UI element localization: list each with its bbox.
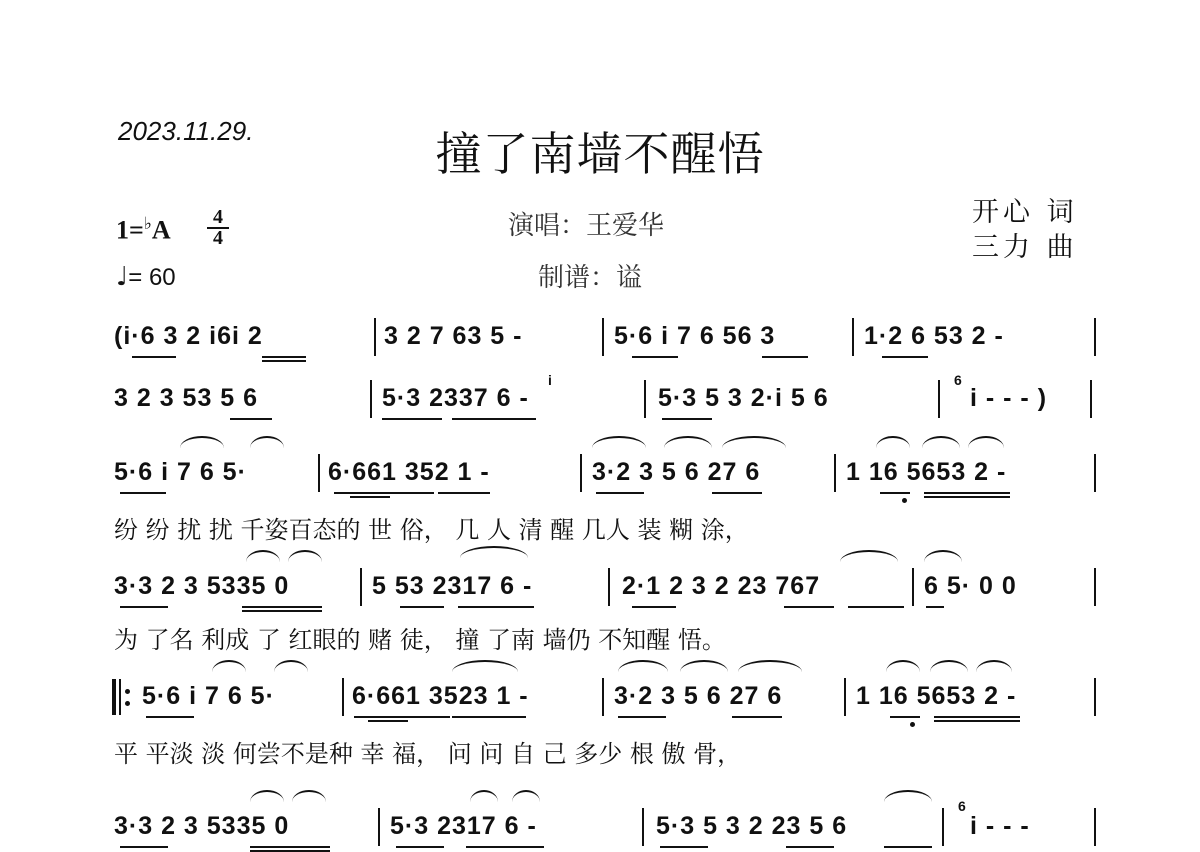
tempo-marking: [116, 262, 176, 292]
slur: [288, 550, 322, 562]
underline: [262, 356, 306, 358]
underline: [438, 492, 490, 494]
lyrics-line: 平 平淡 淡 何尝不是种 幸 福， 问 问 自 己 多少 根 傲 骨，: [114, 740, 742, 768]
staff-row: [112, 798, 1097, 848]
measure: i - - -: [970, 811, 1030, 840]
slur: [722, 436, 786, 448]
slur: [680, 660, 728, 672]
slur: [470, 790, 498, 802]
underline: [132, 356, 176, 358]
measure: 5 53 2317 6 -: [372, 571, 533, 600]
underline: [452, 716, 526, 718]
quarter-note-icon: ♩: [116, 262, 129, 292]
underline: [662, 418, 712, 420]
barline: [370, 380, 372, 418]
octave-dot: [902, 498, 907, 503]
flat-icon: ♭: [143, 214, 152, 233]
measure: 3·3 2 3 5335 0: [114, 811, 290, 840]
grace-note: 6: [954, 372, 962, 388]
slur: [840, 550, 898, 562]
barline: [1094, 454, 1096, 492]
measure: (i·6 3 2 i6i 2: [114, 321, 263, 350]
underline: [396, 846, 444, 848]
underline: [242, 610, 322, 612]
key-note: A: [151, 215, 171, 245]
time-numerator: 4: [207, 208, 229, 229]
slur: [968, 436, 1004, 448]
time-signature: [207, 208, 229, 248]
composer-credit: 三力 曲: [972, 232, 1078, 263]
underline: [848, 606, 904, 608]
underline: [458, 606, 534, 608]
barline: [580, 454, 582, 492]
measure: 2·1 2 3 2 23 767: [622, 571, 821, 600]
measure: 5·3 5 3 2·i 5 6: [658, 383, 829, 412]
staff-row: [112, 674, 1097, 718]
slur: [618, 660, 668, 672]
underline: [632, 356, 678, 358]
barline: [318, 454, 320, 492]
singer-credit: 演唱：王爱华: [508, 211, 665, 241]
measure: 3 2 3 53 5 6: [114, 383, 259, 412]
measure: 1·2 6 53 2 -: [864, 321, 1004, 350]
underline: [762, 356, 808, 358]
slur: [592, 436, 646, 448]
underline: [924, 492, 1010, 494]
underline: [712, 492, 762, 494]
slur: [460, 546, 528, 558]
barline: [342, 678, 344, 716]
barline: [360, 568, 362, 606]
measure: 6·661 352 1 -: [328, 457, 490, 486]
slur: [884, 790, 932, 802]
barline: [938, 380, 940, 418]
underline: [354, 716, 450, 718]
barline: [912, 568, 914, 606]
measure: 5·6 i 7 6 56 3: [614, 321, 776, 350]
underline: [784, 606, 834, 608]
underline: [884, 846, 932, 848]
underline: [262, 360, 306, 362]
lyrics-line: 纷 纷 扰 扰 千姿百态的 世 俗， 几 人 清 醒 几人 装 糊 涂，: [114, 516, 749, 544]
transcriber-credit: 制谱：谥: [538, 263, 643, 293]
barline: [834, 454, 836, 492]
barline: [1094, 808, 1096, 846]
barline: [602, 318, 604, 356]
underline: [466, 846, 544, 848]
underline: [368, 720, 408, 722]
slur: [246, 550, 280, 562]
lyricist-credit: 开心 词: [972, 197, 1078, 228]
staff-row: [112, 372, 1097, 420]
slur: [976, 660, 1012, 672]
staff-row: [112, 564, 1097, 608]
slur: [924, 550, 962, 562]
underline: [934, 720, 1020, 722]
measure: 3 2 7 63 5 -: [384, 321, 523, 350]
slur: [738, 660, 802, 672]
underline: [618, 716, 666, 718]
measure: 5·6 i 7 6 5·: [114, 457, 247, 486]
slur: [922, 436, 960, 448]
slur: [212, 660, 246, 672]
underline: [880, 492, 910, 494]
slur: [664, 436, 712, 448]
barline: [1094, 568, 1096, 606]
underline: [632, 606, 676, 608]
barline: [1090, 380, 1092, 418]
underline: [882, 356, 928, 358]
measure: 6 5· 0 0: [924, 571, 1017, 600]
underline: [382, 418, 442, 420]
measure: 3·3 2 3 5335 0: [114, 571, 290, 600]
key-prefix: 1=: [116, 215, 144, 245]
measure: 5·3 5 3 2 23 5 6: [656, 811, 848, 840]
slur: [250, 436, 284, 448]
slur: [512, 790, 540, 802]
measure: 3·2 3 5 6 27 6: [592, 457, 761, 486]
grace-note: 6: [958, 798, 966, 814]
slur: [930, 660, 968, 672]
underline: [924, 496, 1010, 498]
slur: [180, 436, 224, 448]
underline: [890, 716, 920, 718]
underline: [120, 846, 168, 848]
barline: [1094, 318, 1096, 356]
key-signature: [116, 214, 171, 246]
measure: 1 16 5653 2 -: [856, 681, 1017, 710]
lyrics-line: 为 了名 利成 了 红眼的 赌 徒， 撞 了南 墙仍 不知醒 悟。: [114, 626, 726, 654]
slur: [452, 660, 518, 672]
date: 2023.11.29.: [118, 116, 254, 146]
measure: 3·2 3 5 6 27 6: [614, 681, 783, 710]
barline: [942, 808, 944, 846]
repeat-start-sign: [112, 677, 136, 717]
underline: [334, 492, 434, 494]
slur: [292, 790, 326, 802]
barline: [644, 380, 646, 418]
underline: [660, 846, 708, 848]
underline: [120, 606, 168, 608]
underline: [120, 492, 166, 494]
staff-row: [112, 450, 1097, 494]
measure: 1 16 5653 2 -: [846, 457, 1007, 486]
underline: [732, 716, 782, 718]
octave-dot: [910, 722, 915, 727]
underline: [452, 418, 536, 420]
measure: 5·3 2317 6 -: [390, 811, 537, 840]
underline: [926, 606, 944, 608]
barline: [374, 318, 376, 356]
measure: 5·3 2337 6 -: [382, 383, 529, 412]
underline: [146, 716, 194, 718]
underline: [242, 606, 322, 608]
barline: [1094, 678, 1096, 716]
slur: [274, 660, 308, 672]
barline: [378, 808, 380, 846]
measure: i - - - ): [970, 383, 1048, 412]
underline: [596, 492, 644, 494]
slur: [250, 790, 284, 802]
underline: [786, 846, 834, 848]
barline: [642, 808, 644, 846]
tempo-value: = 60: [128, 264, 176, 291]
measure: 5·6 i 7 6 5·: [142, 681, 275, 710]
underline: [350, 496, 390, 498]
barline: [844, 678, 846, 716]
underline: [400, 606, 444, 608]
grace-note: i: [548, 372, 552, 388]
underline: [250, 846, 330, 848]
time-denominator: 4: [213, 227, 223, 249]
barline: [608, 568, 610, 606]
underline: [230, 418, 272, 420]
barline: [602, 678, 604, 716]
slur: [886, 660, 920, 672]
measure: 6·661 3523 1 -: [352, 681, 529, 710]
barline: [852, 318, 854, 356]
slur: [876, 436, 910, 448]
underline: [934, 716, 1020, 718]
song-title: 撞了南墙不醒悟: [435, 127, 765, 181]
staff-row: [112, 314, 1097, 358]
